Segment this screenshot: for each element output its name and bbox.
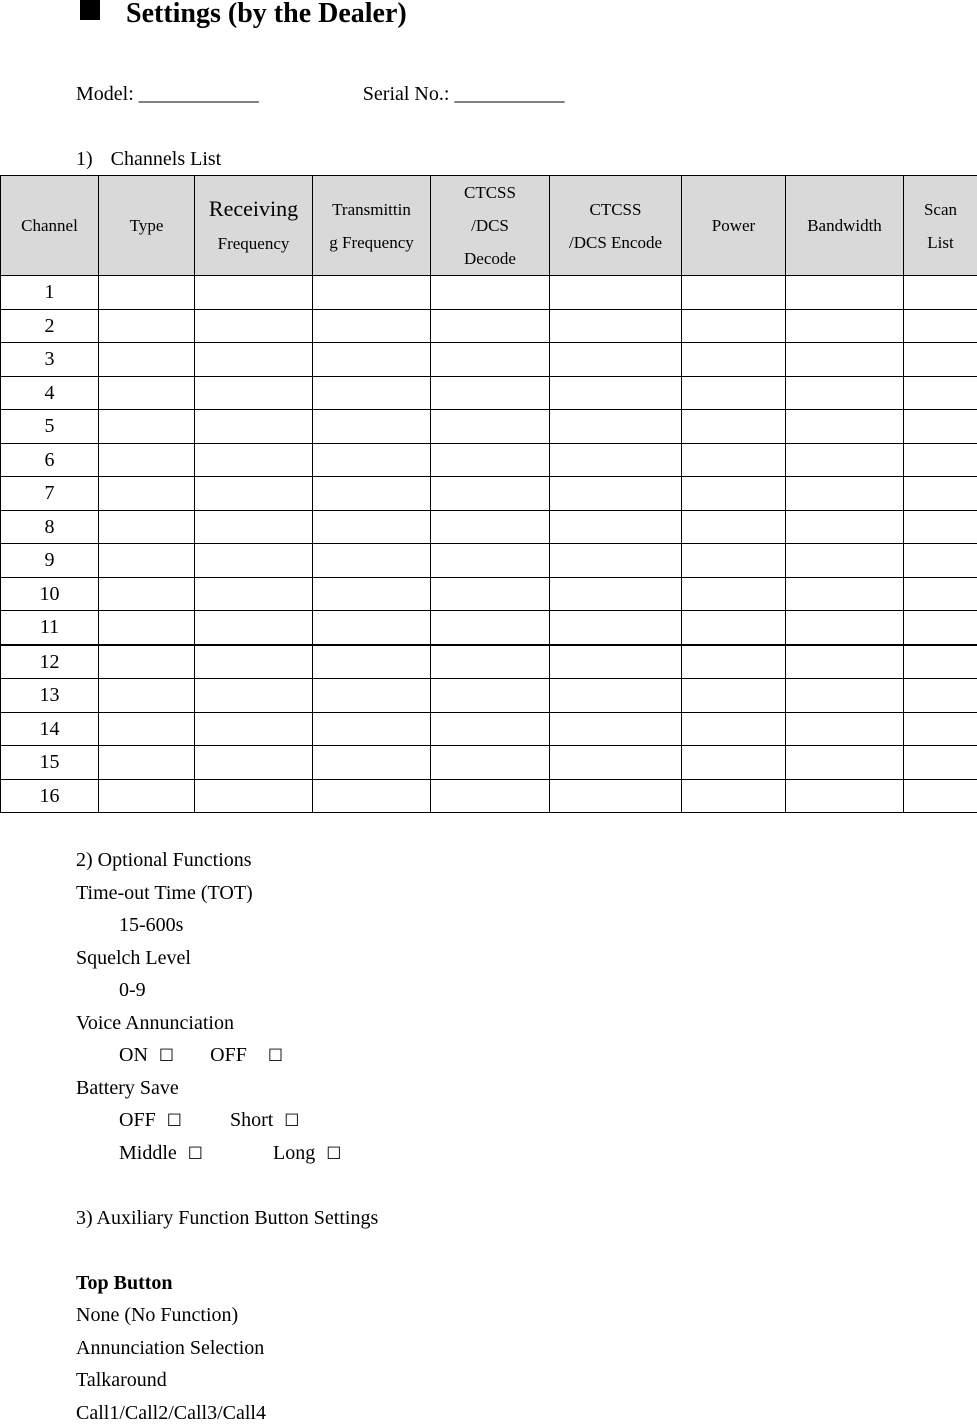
blank-entry-cell[interactable] — [786, 679, 904, 713]
blank-entry-cell[interactable] — [550, 577, 682, 611]
blank-entry-cell[interactable] — [682, 510, 786, 544]
blank-entry-cell[interactable] — [550, 645, 682, 679]
blank-entry-cell[interactable] — [682, 309, 786, 343]
battery-middle-label: Middle — [119, 1142, 177, 1164]
blank-entry-cell[interactable] — [99, 712, 195, 746]
table-row — [1, 679, 977, 713]
page-title-text: Settings (by the Dealer) — [126, 0, 407, 29]
blank-entry-cell[interactable] — [682, 276, 786, 310]
blank-entry-cell[interactable] — [682, 343, 786, 377]
table-row — [1, 376, 977, 410]
blank-entry-cell[interactable] — [904, 577, 977, 611]
battery-long-label: Long — [273, 1142, 315, 1164]
blank-entry-cell[interactable] — [313, 577, 431, 611]
model-blank: ____________ — [139, 83, 259, 105]
channel-number-cell: 7 — [1, 477, 99, 511]
channel-number-cell: 1 — [1, 276, 99, 310]
blank-entry-cell[interactable] — [99, 544, 195, 578]
battery-off-label: OFF — [119, 1109, 156, 1131]
blank-entry-cell[interactable] — [904, 746, 977, 780]
battery-middle-checkbox[interactable]: ☐ — [188, 1142, 203, 1166]
blank-entry-cell[interactable] — [904, 510, 977, 544]
blank-entry-cell[interactable] — [313, 410, 431, 444]
blank-entry-cell[interactable] — [904, 477, 977, 511]
table-row — [1, 443, 977, 477]
table-row — [1, 276, 977, 310]
battery-long-checkbox[interactable]: ☐ — [326, 1142, 341, 1166]
blank-entry-cell[interactable] — [431, 309, 550, 343]
blank-entry-cell[interactable] — [431, 611, 550, 645]
squelch-value: 0-9 — [119, 978, 146, 1002]
blank-entry-cell[interactable] — [195, 611, 313, 645]
table-row — [1, 544, 977, 578]
table-row — [1, 577, 977, 611]
blank-entry-cell[interactable] — [904, 779, 977, 813]
blank-entry-cell[interactable] — [99, 746, 195, 780]
blank-entry-cell[interactable] — [904, 679, 977, 713]
page-title — [80, 0, 407, 30]
battery-off-checkbox[interactable]: ☐ — [167, 1109, 182, 1133]
blank-entry-cell[interactable] — [431, 343, 550, 377]
blank-entry-cell[interactable] — [99, 443, 195, 477]
section-title: Channels List — [111, 148, 222, 170]
blank-entry-cell[interactable] — [313, 309, 431, 343]
voice-off-label: OFF — [210, 1044, 247, 1066]
blank-entry-cell[interactable] — [313, 510, 431, 544]
header-transmitting-frequency: Transmittin g Frequency — [313, 176, 431, 276]
table-row — [1, 611, 977, 645]
blank-entry-cell[interactable] — [195, 679, 313, 713]
blank-entry-cell[interactable] — [786, 510, 904, 544]
blank-entry-cell[interactable] — [99, 510, 195, 544]
blank-entry-cell[interactable] — [550, 276, 682, 310]
blank-entry-cell[interactable] — [786, 712, 904, 746]
blank-entry-cell[interactable] — [786, 410, 904, 444]
blank-entry-cell[interactable] — [195, 477, 313, 511]
blank-entry-cell[interactable] — [195, 510, 313, 544]
channel-number-cell: 6 — [1, 443, 99, 477]
squelch-label: Squelch Level — [76, 946, 191, 970]
blank-entry-cell[interactable] — [682, 746, 786, 780]
battery-label: Battery Save — [76, 1076, 179, 1100]
blank-entry-cell[interactable] — [195, 276, 313, 310]
blank-entry-cell[interactable] — [99, 309, 195, 343]
blank-entry-cell[interactable] — [786, 376, 904, 410]
blank-entry-cell[interactable] — [313, 343, 431, 377]
blank-entry-cell[interactable] — [313, 443, 431, 477]
blank-entry-cell[interactable] — [786, 276, 904, 310]
blank-entry-cell[interactable] — [313, 276, 431, 310]
blank-entry-cell[interactable] — [195, 577, 313, 611]
blank-entry-cell[interactable] — [786, 611, 904, 645]
channel-number-cell: 10 — [1, 577, 99, 611]
blank-entry-cell[interactable] — [195, 544, 313, 578]
blank-entry-cell[interactable] — [904, 645, 977, 679]
model-serial-line — [76, 82, 564, 106]
option-item: None (No Function) — [76, 1303, 238, 1327]
voice-options — [119, 1043, 283, 1068]
section-aux-heading: 3) Auxiliary Function Button Settings — [76, 1206, 378, 1230]
blank-entry-cell[interactable] — [313, 376, 431, 410]
header-power: Power — [682, 176, 786, 276]
blank-entry-cell[interactable] — [99, 779, 195, 813]
channel-number-cell: 3 — [1, 343, 99, 377]
blank-entry-cell[interactable] — [313, 611, 431, 645]
model-label: Model: — [76, 83, 134, 105]
blank-entry-cell[interactable] — [99, 577, 195, 611]
blank-entry-cell[interactable] — [682, 611, 786, 645]
blank-entry-cell[interactable] — [904, 410, 977, 444]
blank-entry-cell[interactable] — [786, 443, 904, 477]
blank-entry-cell[interactable] — [99, 611, 195, 645]
blank-entry-cell[interactable] — [99, 679, 195, 713]
black-square-icon — [80, 0, 100, 20]
blank-entry-cell[interactable] — [431, 443, 550, 477]
channel-number-cell: 12 — [1, 645, 99, 679]
section-channels-heading — [76, 147, 221, 171]
blank-entry-cell[interactable] — [99, 343, 195, 377]
channel-number-cell: 13 — [1, 679, 99, 713]
blank-entry-cell[interactable] — [682, 679, 786, 713]
blank-entry-cell[interactable] — [682, 477, 786, 511]
serial-blank: ___________ — [454, 83, 564, 105]
voice-on-label: ON — [119, 1044, 148, 1066]
blank-entry-cell[interactable] — [550, 611, 682, 645]
blank-entry-cell[interactable] — [431, 712, 550, 746]
channel-number-cell: 15 — [1, 746, 99, 780]
tot-label: Time-out Time (TOT) — [76, 881, 253, 905]
blank-entry-cell[interactable] — [431, 544, 550, 578]
blank-entry-cell[interactable] — [682, 410, 786, 444]
blank-entry-cell[interactable] — [682, 779, 786, 813]
blank-entry-cell[interactable] — [313, 679, 431, 713]
battery-options-row2 — [119, 1141, 342, 1166]
blank-entry-cell[interactable] — [195, 376, 313, 410]
blank-entry-cell[interactable] — [195, 645, 313, 679]
blank-entry-cell[interactable] — [682, 577, 786, 611]
battery-options-row1 — [119, 1108, 300, 1133]
blank-entry-cell[interactable] — [431, 779, 550, 813]
blank-entry-cell[interactable] — [550, 779, 682, 813]
table-header-row — [1, 176, 977, 276]
header-ctcss-decode: CTCSS /DCS Decode — [431, 176, 550, 276]
channels-table — [0, 175, 977, 813]
table-row — [1, 510, 977, 544]
blank-entry-cell[interactable] — [99, 276, 195, 310]
blank-entry-cell[interactable] — [550, 746, 682, 780]
blank-entry-cell[interactable] — [195, 712, 313, 746]
channel-number-cell: 4 — [1, 376, 99, 410]
channel-number-cell: 9 — [1, 544, 99, 578]
blank-entry-cell[interactable] — [313, 746, 431, 780]
table-row — [1, 645, 977, 679]
blank-entry-cell[interactable] — [904, 309, 977, 343]
blank-entry-cell[interactable] — [786, 645, 904, 679]
blank-entry-cell[interactable] — [313, 712, 431, 746]
blank-entry-cell[interactable] — [431, 276, 550, 310]
header-ctcss-encode: CTCSS /DCS Encode — [550, 176, 682, 276]
blank-entry-cell[interactable] — [431, 645, 550, 679]
option-item: Annunciation Selection — [76, 1336, 264, 1360]
blank-entry-cell[interactable] — [99, 376, 195, 410]
serial-label: Serial No.: — [363, 83, 450, 105]
blank-entry-cell[interactable] — [195, 343, 313, 377]
blank-entry-cell[interactable] — [786, 779, 904, 813]
tot-value: 15-600s — [119, 913, 183, 937]
blank-entry-cell[interactable] — [195, 443, 313, 477]
blank-entry-cell[interactable] — [786, 477, 904, 511]
blank-entry-cell[interactable] — [99, 477, 195, 511]
blank-entry-cell[interactable] — [431, 477, 550, 511]
blank-entry-cell[interactable] — [550, 410, 682, 444]
header-scan-list: Scan List — [904, 176, 977, 276]
channel-number-cell: 11 — [1, 611, 99, 645]
blank-entry-cell[interactable] — [99, 645, 195, 679]
blank-entry-cell[interactable] — [550, 712, 682, 746]
blank-entry-cell[interactable] — [99, 410, 195, 444]
blank-entry-cell[interactable] — [550, 510, 682, 544]
blank-entry-cell[interactable] — [904, 712, 977, 746]
channel-number-cell: 2 — [1, 309, 99, 343]
blank-entry-cell[interactable] — [431, 410, 550, 444]
voice-label: Voice Annunciation — [76, 1011, 234, 1035]
header-type: Type — [99, 176, 195, 276]
option-item: Call1/Call2/Call3/Call4 — [76, 1401, 266, 1425]
blank-entry-cell[interactable] — [682, 544, 786, 578]
blank-entry-cell[interactable] — [904, 443, 977, 477]
table-row — [1, 410, 977, 444]
section-optional-heading: 2) Optional Functions — [76, 848, 252, 872]
channel-number-cell: 5 — [1, 410, 99, 444]
top-button-heading: Top Button — [76, 1271, 173, 1295]
channel-number-cell: 14 — [1, 712, 99, 746]
table-row — [1, 477, 977, 511]
blank-entry-cell[interactable] — [904, 544, 977, 578]
blank-entry-cell[interactable] — [195, 746, 313, 780]
battery-short-checkbox[interactable]: ☐ — [284, 1109, 299, 1133]
table-row — [1, 309, 977, 343]
voice-on-checkbox[interactable]: ☐ — [159, 1044, 174, 1068]
blank-entry-cell[interactable] — [682, 443, 786, 477]
blank-entry-cell[interactable] — [313, 477, 431, 511]
blank-entry-cell[interactable] — [786, 577, 904, 611]
blank-entry-cell[interactable] — [682, 376, 786, 410]
blank-entry-cell[interactable] — [550, 544, 682, 578]
blank-entry-cell[interactable] — [431, 577, 550, 611]
table-row — [1, 343, 977, 377]
blank-entry-cell[interactable] — [195, 779, 313, 813]
blank-entry-cell[interactable] — [313, 779, 431, 813]
blank-entry-cell[interactable] — [904, 343, 977, 377]
blank-entry-cell[interactable] — [431, 746, 550, 780]
blank-entry-cell[interactable] — [904, 376, 977, 410]
blank-entry-cell[interactable] — [682, 712, 786, 746]
header-receiving-frequency: Receiving Frequency — [195, 176, 313, 276]
blank-entry-cell[interactable] — [431, 679, 550, 713]
channel-number-cell: 16 — [1, 779, 99, 813]
battery-short-label: Short — [230, 1109, 273, 1131]
voice-off-checkbox[interactable]: ☐ — [268, 1044, 283, 1068]
blank-entry-cell[interactable] — [195, 309, 313, 343]
table-row — [1, 746, 977, 780]
blank-entry-cell[interactable] — [195, 410, 313, 444]
blank-entry-cell[interactable] — [313, 544, 431, 578]
option-item: Talkaround — [76, 1368, 167, 1392]
blank-entry-cell[interactable] — [550, 343, 682, 377]
blank-entry-cell[interactable] — [550, 376, 682, 410]
blank-entry-cell[interactable] — [313, 645, 431, 679]
blank-entry-cell[interactable] — [786, 544, 904, 578]
blank-entry-cell[interactable] — [786, 309, 904, 343]
header-bandwidth: Bandwidth — [786, 176, 904, 276]
table-row — [1, 712, 977, 746]
blank-entry-cell[interactable] — [682, 645, 786, 679]
blank-entry-cell[interactable] — [550, 477, 682, 511]
table-row — [1, 779, 977, 813]
blank-entry-cell[interactable] — [550, 679, 682, 713]
blank-entry-cell[interactable] — [786, 343, 904, 377]
blank-entry-cell[interactable] — [904, 276, 977, 310]
blank-entry-cell[interactable] — [550, 443, 682, 477]
blank-entry-cell[interactable] — [431, 510, 550, 544]
section-number: 1) — [76, 148, 93, 170]
blank-entry-cell[interactable] — [550, 309, 682, 343]
header-channel: Channel — [1, 176, 99, 276]
blank-entry-cell[interactable] — [786, 746, 904, 780]
blank-entry-cell[interactable] — [431, 376, 550, 410]
blank-entry-cell[interactable] — [904, 611, 977, 645]
channel-number-cell: 8 — [1, 510, 99, 544]
